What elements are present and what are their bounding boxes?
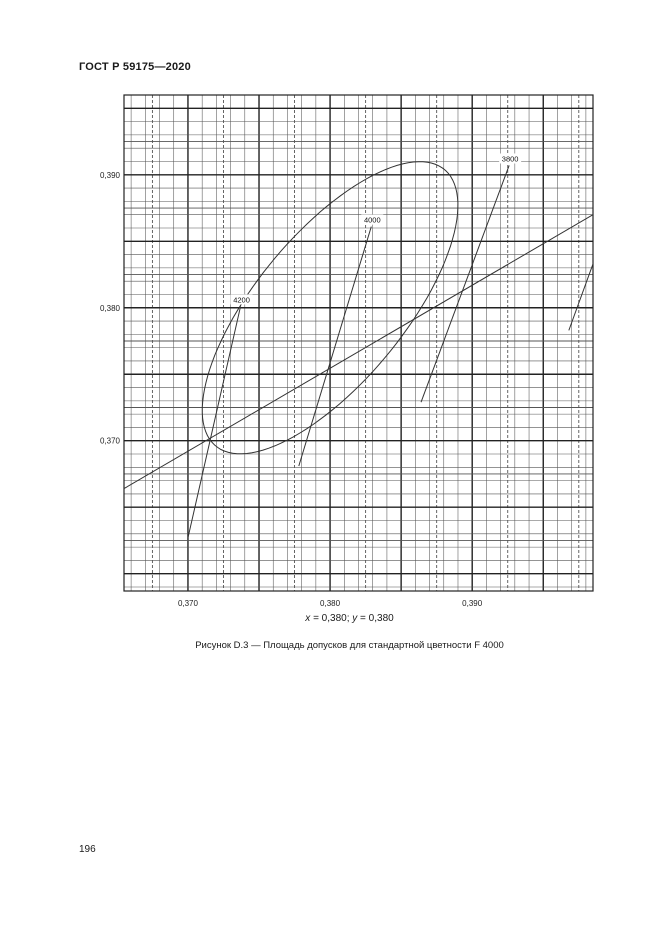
isotherm-4000: [299, 215, 383, 466]
axis-caption: [0, 613, 661, 624]
page-number: 196: [79, 844, 96, 855]
isotherm-line: [299, 227, 371, 466]
isotherm-3800: [421, 153, 521, 402]
isotherm-line: [569, 264, 593, 330]
chart-annotations: [188, 153, 521, 537]
y-tick-label: 0,380: [99, 303, 120, 313]
x-tick-label: 0,370: [177, 599, 198, 608]
y-tick-label: 0,390: [99, 170, 120, 180]
isotherm-label: 4200: [233, 295, 250, 305]
isotherm-4200: [188, 294, 253, 537]
isotherm-label: 4000: [363, 215, 381, 225]
x-var: x: [305, 613, 311, 624]
isotherm-label: 3800: [501, 154, 519, 164]
document-header: ГОСТ Р 59175—2020: [79, 61, 191, 73]
x-tick-label: 0,390: [462, 599, 483, 608]
y-tick-label: 0,370: [99, 436, 120, 446]
x-tick-label: 0,380: [320, 599, 341, 608]
y-var: y: [352, 613, 358, 624]
figure-caption: Рисунок D.3 — Площадь допусков для стандартной цветности F 4000: [195, 640, 504, 651]
x-value: = 0,380;: [313, 613, 350, 624]
y-value: = 0,380: [360, 613, 394, 624]
chart-grid: [124, 95, 593, 591]
